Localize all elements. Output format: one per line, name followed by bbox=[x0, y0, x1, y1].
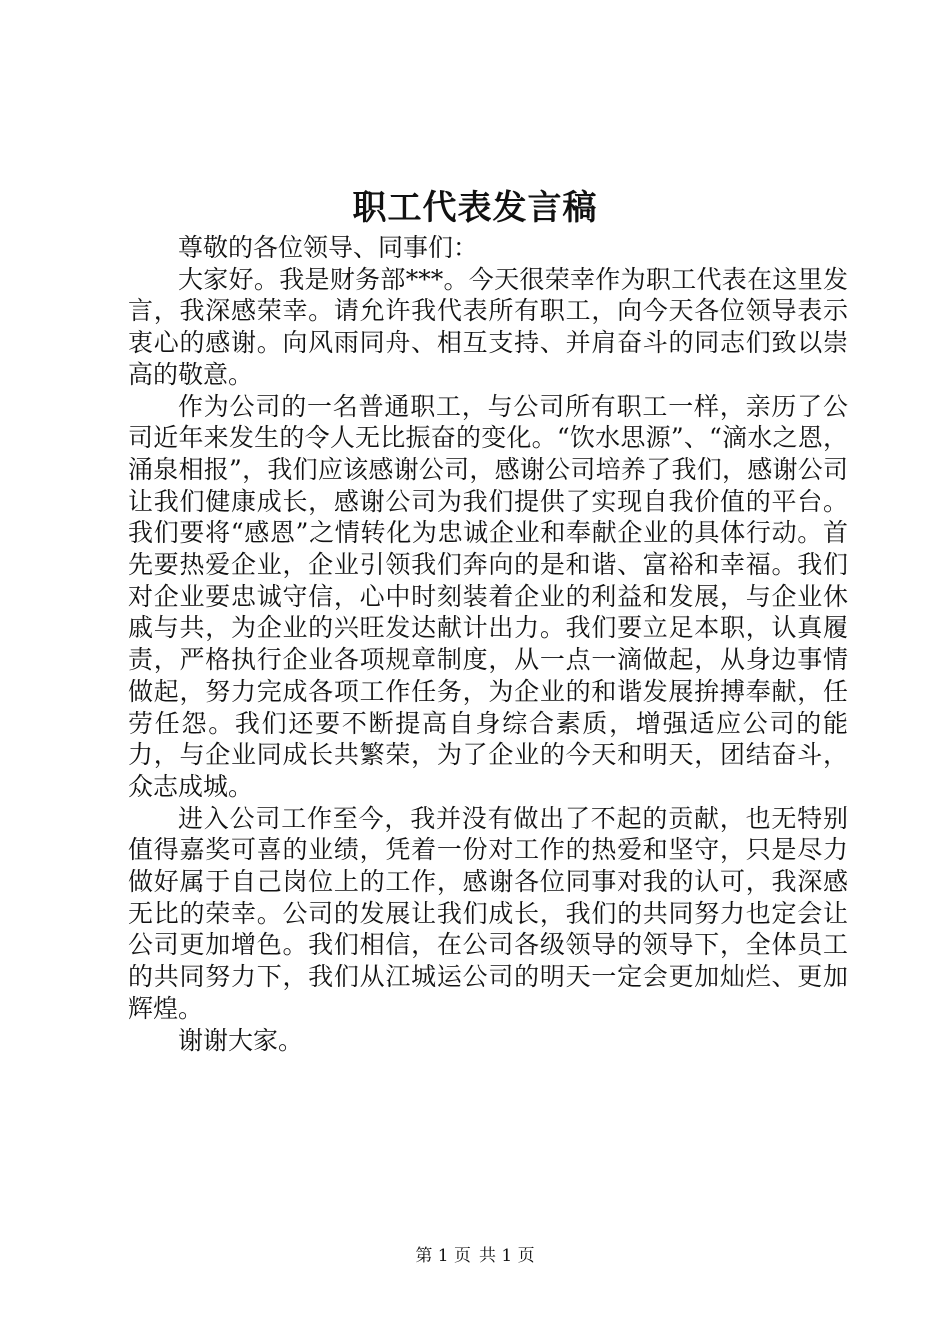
gratitude-paragraph: 作为公司的一名普通职工，与公司所有职工一样，亲历了公司近年来发生的令人无比振奋的变化。“饮水思源”、“滴水之恩，涌泉相报”，我们应该感谢公司，感谢公司培养了我们，感谢公司让我们健康成长，感谢公司为我们提供了实现自我价值的平台。我们要将“感恩”之情转化为忠诚企业和奉献企业的具体行动。首先要热爱企业，企业引领我们奔向的是和谐、富裕和幸福。我们对企业要忠诚守信，心中时刻装着企业的利益和发展，与企业休戚与共，为企业的兴旺发达献计出力。我们要立足本职，认真履责，严格执行企业各项规章制度，从一点一滴做起，从身边事情做起，努力完成各项工作任务，为企业的和谐发展拚搏奉献，任劳任怨。我们还要不断提高自身综合素质，增强适应公司的能力，与企业同成长共繁荣，为了企业的今天和明天，团结奋斗，众志成城。 bbox=[128, 391, 848, 801]
closing-paragraph: 谢谢大家。 bbox=[178, 1025, 304, 1055]
salutation-paragraph: 尊敬的各位领导、同事们： bbox=[178, 233, 479, 262]
page-footer bbox=[0, 1244, 950, 1268]
page-total: 共 1 页 bbox=[479, 1246, 535, 1266]
greeting-paragraph: 大家好。我是财务部***。今天很荣幸作为职工代表在这里发言，我深感荣幸。请允许我代表所有职工，向今天各位领导表示衷心的感谢。向风雨同舟、相互支持、并肩奋斗的同志们致以崇高的敬意。 bbox=[128, 264, 848, 389]
personal-paragraph: 进入公司工作至今，我并没有做出了不起的贡献，也无特别值得嘉奖可喜的业绩，凭着一份对工作的热爱和坚守，只是尽力做好属于自己岗位上的工作，感谢各位同事对我的认可，我深感无比的荣幸。公司的发展让我们成长，我们的共同努力也定会让公司更加增色。我们相信，在公司各级领导的领导下，全体员工的共同努力下，我们从江城运公司的明天一定会更加灿烂、更加辉煌。 bbox=[128, 803, 848, 1023]
page-number: 第 1 页 bbox=[415, 1246, 471, 1266]
document-title: 职工代表发言稿 bbox=[352, 188, 598, 228]
document-body bbox=[128, 232, 848, 1056]
